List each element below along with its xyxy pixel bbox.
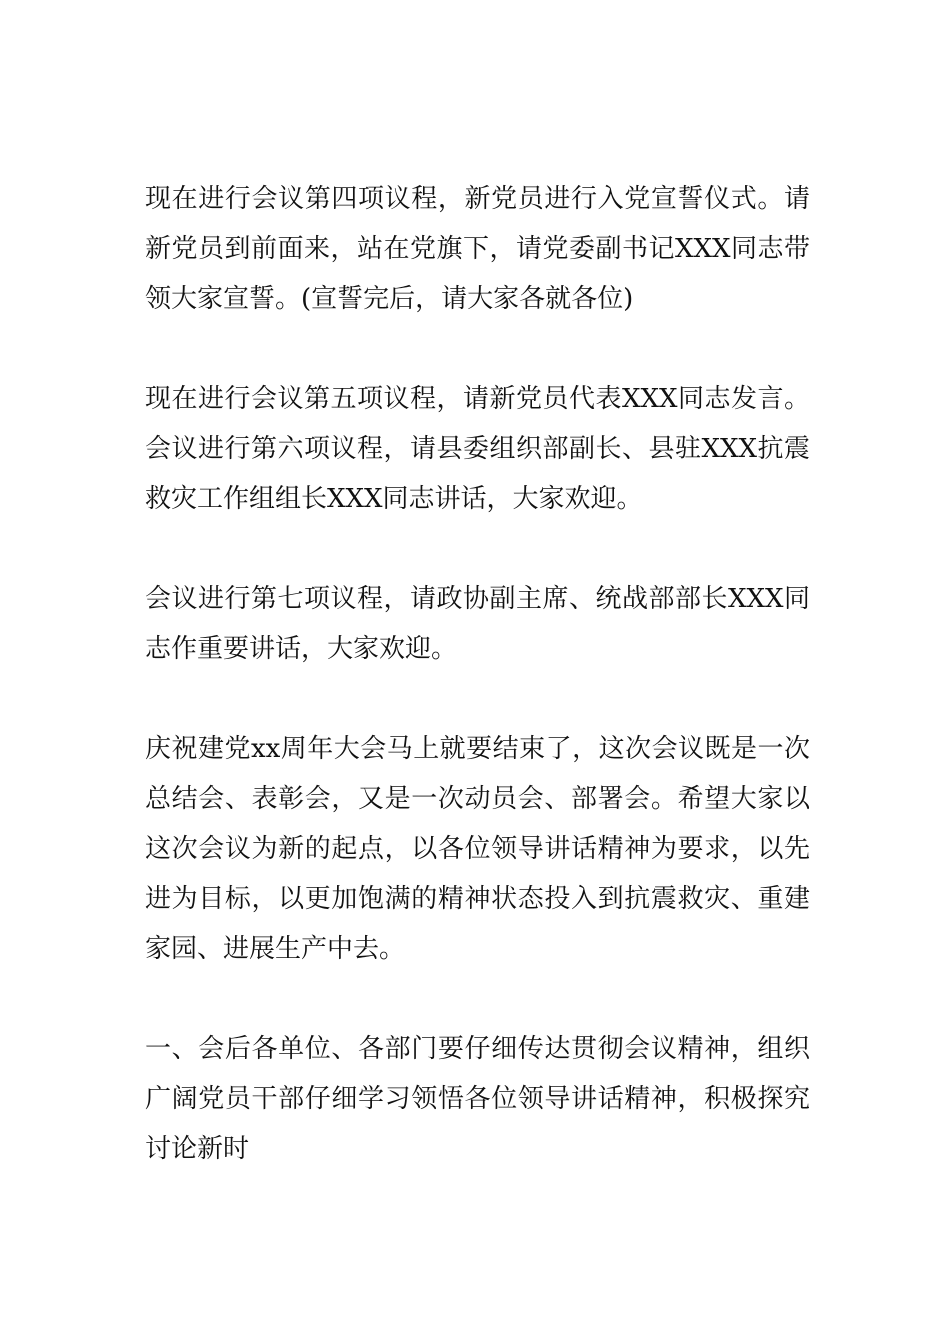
paragraph-closing-remarks: 庆祝建党xx周年大会马上就要结束了，这次会议既是一次总结会、表彰会，又是一次动员会、部署会。希望大家以这次会议为新的起点，以各位领导讲话精神为要求，以先进为目标，以更加饱满的精神状态投入到抗震救灾、重建家园、进展生产中去。 [145,734,810,964]
document-body [145,174,810,1174]
paragraph-oath-ceremony: 现在进行会议第四项议程，新党员进行入党宣誓仪式。请新党员到前面来，站在党旗下，请党委副书记XXX同志带领大家宣誓。(宣誓完后，请大家各就各位) [145,184,810,314]
paragraph-important-speech: 会议进行第七项议程，请政协副主席、统战部部长XXX同志作重要讲话，大家欢迎。 [145,584,810,664]
paragraph-follow-up: 一、会后各单位、各部门要仔细传达贯彻会议精神，组织广阔党员干部仔细学习领悟各位领导讲话精神，积极探究讨论新时 [145,1034,810,1164]
paragraph-speeches: 现在进行会议第五项议程，请新党员代表XXX同志发言。会议进行第六项议程，请县委组织部副长、县驻XXX抗震救灾工作组组长XXX同志讲话，大家欢迎。 [145,384,810,514]
